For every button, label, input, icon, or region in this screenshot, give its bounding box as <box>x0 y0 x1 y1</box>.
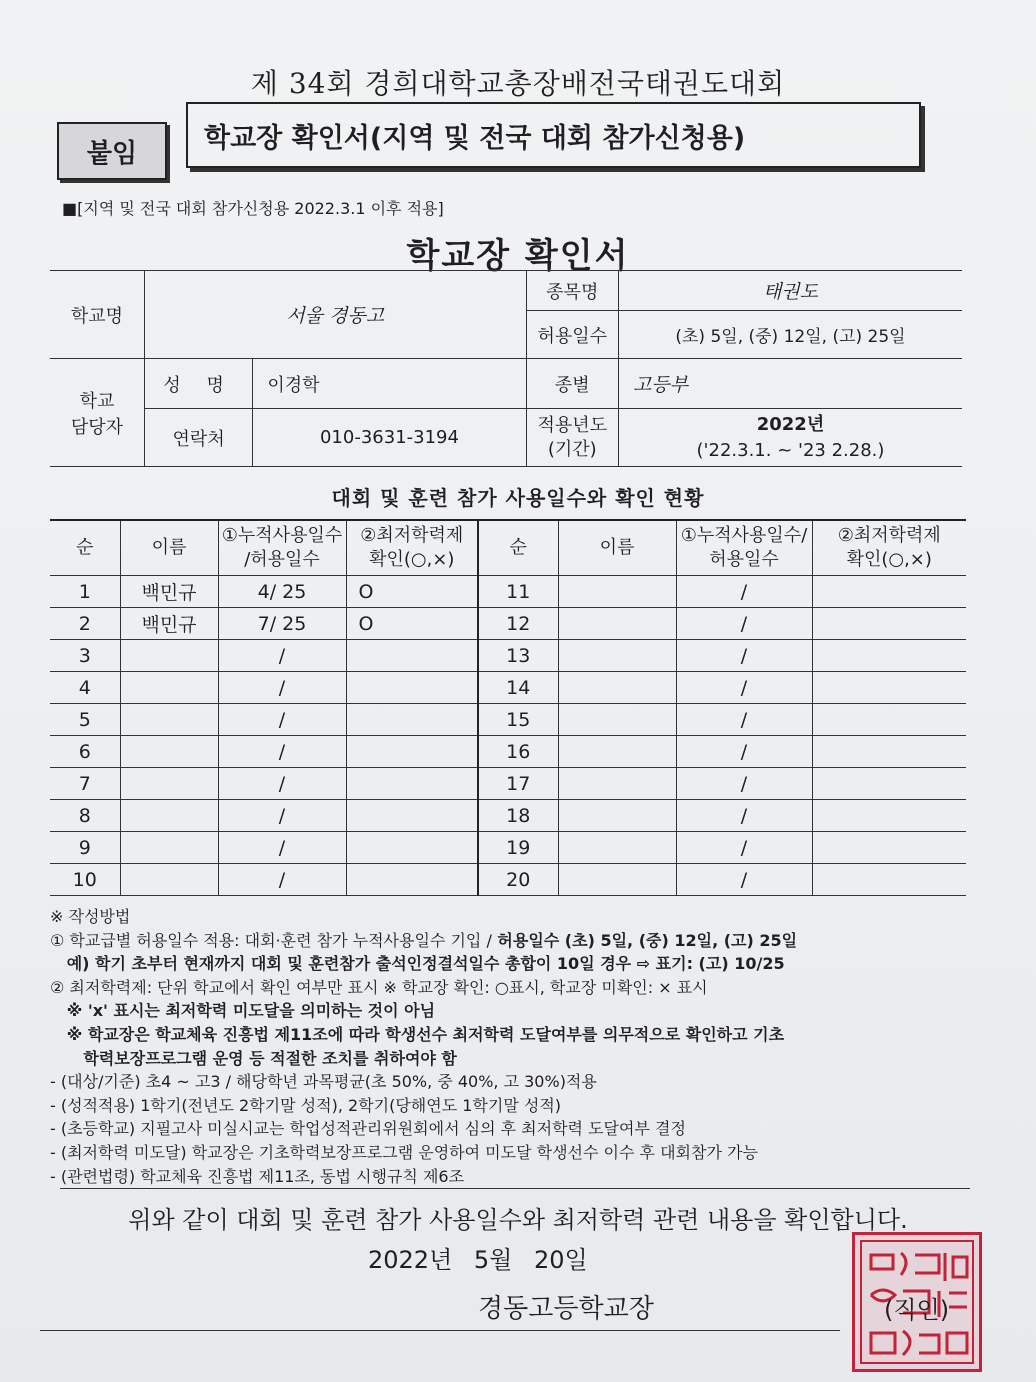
table-row <box>50 576 966 608</box>
table-row <box>50 640 966 672</box>
row-order: 10 <box>50 864 120 896</box>
row-check <box>346 736 478 768</box>
instruction-line <box>50 929 980 953</box>
instruction-line: - (최저학력 미도달) 학교장은 기초학력보장프로그램 운영하여 미도달 학생선수 이수 후 대회참가 가능 <box>50 1142 758 1162</box>
period-value: ('22.3.1. ~ '23 2.28.) <box>696 439 885 461</box>
instruction-line: 학력보장프로그램 운영 등 적절한 조치를 취하여야 함 <box>50 1048 457 1068</box>
row-days: / <box>218 864 346 896</box>
row-days-2: / <box>676 672 812 704</box>
row-days: / <box>218 672 346 704</box>
table-row <box>50 736 966 768</box>
row-name-2 <box>558 608 676 640</box>
date-month: 5월 <box>473 1246 513 1274</box>
row-order: 1 <box>50 576 120 608</box>
row-days: / <box>218 704 346 736</box>
row-days: / <box>218 832 346 864</box>
confirm-divider <box>60 1188 970 1189</box>
row-days-2: / <box>676 608 812 640</box>
year-value: 2022년 <box>756 413 825 435</box>
sport-value: 태권도 <box>618 271 962 311</box>
col-name-2: 이름 <box>558 520 676 576</box>
usage-section-title: 대회 및 훈련 참가 사용일수와 확인 현황 <box>331 486 705 510</box>
row-check-2 <box>812 672 966 704</box>
name-value: 이경학 <box>253 359 526 409</box>
row-check: O <box>346 608 478 640</box>
date-year: 2022년 <box>368 1246 453 1274</box>
row-days-2: / <box>676 800 812 832</box>
row-check-2 <box>812 576 966 608</box>
usage-header-row <box>50 520 966 576</box>
row-order: 6 <box>50 736 120 768</box>
table-row <box>50 800 966 832</box>
row-order: 9 <box>50 832 120 864</box>
row-days: / <box>218 640 346 672</box>
col-order-2: 순 <box>478 520 558 576</box>
row-days: 7/ 25 <box>218 608 346 640</box>
instructions-title: ※ 작성방법 <box>50 907 131 926</box>
event-title: 제 34회 경희대학교총장배전국태권도대회 <box>250 67 786 100</box>
instruction-line: - (성적적용) 1학기(전년도 2학기말 성적), 2학기(당해연도 1학기말 성적) <box>50 1095 562 1115</box>
seal-label: (직인) <box>884 1296 950 1324</box>
table-row <box>50 832 966 864</box>
year-label: 적용년도 (기간) <box>526 409 618 467</box>
row-check-2 <box>812 640 966 672</box>
manager-label: 학교 담당자 <box>50 359 144 467</box>
row-order-2: 18 <box>478 800 558 832</box>
row-check-2 <box>812 736 966 768</box>
table-row <box>50 864 966 896</box>
issue-date <box>368 1240 588 1275</box>
confirmation-statement: 위와 같이 대회 및 훈련 참가 사용일수와 최저학력 관련 내용을 확인합니다. <box>128 1206 908 1234</box>
row-days: / <box>218 736 346 768</box>
row-name <box>120 704 218 736</box>
col-min-academic-2: ②최저학력제 확인(○,×) <box>812 520 966 576</box>
row-name: 백민규 <box>120 576 218 608</box>
bottom-divider <box>40 1330 840 1331</box>
sport-label: 종목명 <box>526 271 618 311</box>
table-row <box>50 704 966 736</box>
applicability-note: ■[지역 및 전국 대회 참가신청용 2022.3.1 이후 적용] <box>62 199 444 218</box>
row-order: 2 <box>50 608 120 640</box>
row-order-2: 17 <box>478 768 558 800</box>
principal-signature: 경동고등학교장 <box>478 1294 654 1324</box>
row-name <box>120 672 218 704</box>
instruction-bold-text: 허용일수 (초) 5일, (중) 12일, (고) 25일 <box>491 930 798 950</box>
row-order-2: 13 <box>478 640 558 672</box>
col-min-academic: ②최저학력제 확인(○,×) <box>346 520 478 576</box>
row-days-2: / <box>676 576 812 608</box>
row-order-2: 11 <box>478 576 558 608</box>
row-check: O <box>346 576 478 608</box>
row-days-2: / <box>676 768 812 800</box>
row-name-2 <box>558 672 676 704</box>
row-order-2: 15 <box>478 704 558 736</box>
instruction-line: ② 최저학력제: 단위 학교에서 확인 여부만 표시 ※ 학교장 확인: ○표시, 학교장 미확인: × 표시 <box>50 977 708 997</box>
school-info-table <box>50 270 962 467</box>
writing-instructions <box>50 905 980 1188</box>
row-name-2 <box>558 768 676 800</box>
row-check <box>346 640 478 672</box>
table-row <box>50 672 966 704</box>
instruction-line: - (초등학교) 지필고사 미실시교는 학업성적관리위원회에서 심의 후 최저학력 도달여부 결정 <box>50 1119 686 1139</box>
row-name <box>120 640 218 672</box>
instruction-text: ① 학교급별 허용일수 적용: 대회·훈련 참가 누적사용일수 기입 / <box>50 930 492 950</box>
row-name <box>120 832 218 864</box>
row-order-2: 12 <box>478 608 558 640</box>
school-value: 서울 경동고 <box>144 271 526 359</box>
name-label: 성 명 <box>144 359 252 409</box>
table-row <box>50 768 966 800</box>
row-order-2: 19 <box>478 832 558 864</box>
row-order-2: 20 <box>478 864 558 896</box>
row-days-2: / <box>676 736 812 768</box>
row-days-2: / <box>676 704 812 736</box>
row-name-2 <box>558 832 676 864</box>
row-name-2 <box>558 576 676 608</box>
row-check <box>346 832 478 864</box>
instruction-line: ※ 학교장은 학교체육 진흥법 제11조에 따라 학생선수 최저학력 도달여부를 의무적으로 확인하고 기초 <box>50 1024 785 1044</box>
row-check-2 <box>812 800 966 832</box>
row-name-2 <box>558 800 676 832</box>
col-name: 이름 <box>120 520 218 576</box>
row-name <box>120 800 218 832</box>
row-days: / <box>218 768 346 800</box>
school-label: 학교명 <box>50 271 144 359</box>
row-check <box>346 672 478 704</box>
row-check-2 <box>812 608 966 640</box>
row-check-2 <box>812 864 966 896</box>
col-order: 순 <box>50 520 120 576</box>
row-order: 5 <box>50 704 120 736</box>
row-name: 백민규 <box>120 608 218 640</box>
row-check <box>346 864 478 896</box>
instruction-line: - (관련법령) 학교체육 진흥법 제11조, 동법 시행규칙 제6조 <box>50 1166 465 1186</box>
col-cumulative-2: ①누적사용일수/ 허용일수 <box>676 520 812 576</box>
row-order: 3 <box>50 640 120 672</box>
row-check <box>346 704 478 736</box>
usage-table <box>50 519 966 896</box>
row-check <box>346 800 478 832</box>
row-name <box>120 736 218 768</box>
attachment-tag: 붙임 <box>57 122 167 180</box>
form-header: 학교장 확인서(지역 및 전국 대회 참가신청용) <box>186 102 921 168</box>
row-order: 8 <box>50 800 120 832</box>
instruction-line: 예) 학기 초부터 현재까지 대회 및 훈련참가 출석인정결석일수 총합이 10일 경우 ⇨ 표기: (고) 10/25 <box>50 954 785 974</box>
row-name <box>120 768 218 800</box>
contact-label: 연락처 <box>144 409 252 467</box>
division-value: 고등부 <box>618 359 962 409</box>
row-check-2 <box>812 768 966 800</box>
instruction-line: ※ 'x' 표시는 최저학력 미도달을 의미하는 것이 아님 <box>50 1001 436 1021</box>
row-days-2: / <box>676 832 812 864</box>
row-days-2: / <box>676 864 812 896</box>
row-check-2 <box>812 832 966 864</box>
row-name-2 <box>558 640 676 672</box>
row-name <box>120 864 218 896</box>
year-cell <box>618 409 962 467</box>
division-label: 종별 <box>526 359 618 409</box>
allowed-days-label: 허용일수 <box>526 311 618 359</box>
row-order-2: 16 <box>478 736 558 768</box>
row-name-2 <box>558 736 676 768</box>
row-order: 4 <box>50 672 120 704</box>
date-day: 20일 <box>534 1246 588 1274</box>
row-name-2 <box>558 864 676 896</box>
row-days-2: / <box>676 640 812 672</box>
row-check-2 <box>812 704 966 736</box>
contact-value: 010-3631-3194 <box>253 409 526 467</box>
row-days: / <box>218 800 346 832</box>
col-cumulative: ①누적사용일수 /허용일수 <box>218 520 346 576</box>
row-order-2: 14 <box>478 672 558 704</box>
instruction-line: - (대상/기준) 초4 ~ 고3 / 해당학년 과목평균(초 50%, 중 40%, 고 30%)적용 <box>50 1072 597 1092</box>
table-row <box>50 608 966 640</box>
allowed-days-value: (초) 5일, (중) 12일, (고) 25일 <box>618 311 962 359</box>
document-title: 학교장 확인서 <box>406 236 630 276</box>
row-name-2 <box>558 704 676 736</box>
row-check <box>346 768 478 800</box>
row-order: 7 <box>50 768 120 800</box>
row-days: 4/ 25 <box>218 576 346 608</box>
